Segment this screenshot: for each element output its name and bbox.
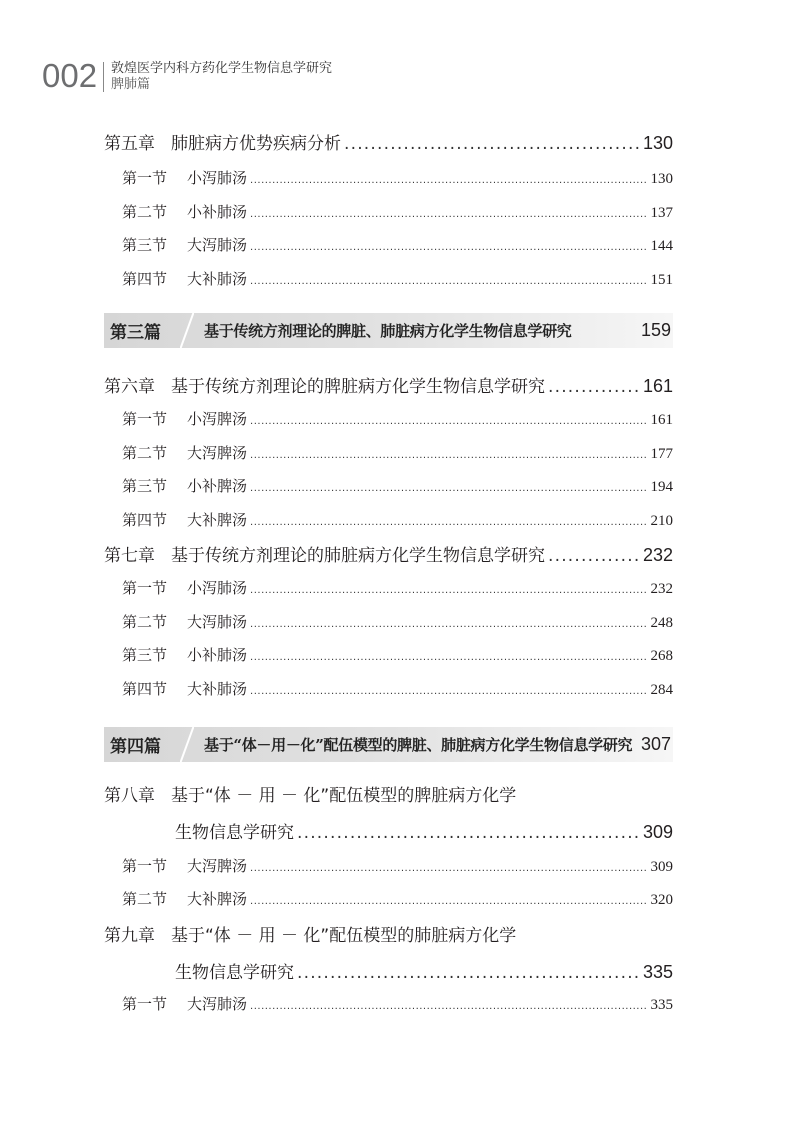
section-label: 第一节 (122, 579, 168, 597)
section-title: 大补脾汤 (187, 511, 248, 529)
toc-chapter-entry[interactable] (104, 129, 673, 154)
section-label: 第三节 (122, 236, 168, 254)
section-page: 161 (650, 412, 673, 428)
section-title: 大泻脾汤 (187, 444, 248, 462)
toc-section-entry[interactable] (122, 167, 673, 188)
part-page: 307 (640, 734, 671, 754)
toc-part-entry[interactable] (104, 313, 673, 348)
section-title: 大泻肺汤 (187, 236, 248, 254)
section-page: 284 (650, 682, 673, 698)
chapter-title-continued: 生物信息学研究 (175, 823, 294, 843)
section-label: 第一节 (122, 410, 168, 428)
toc-section-entry[interactable] (122, 442, 673, 463)
dot-leader (250, 209, 647, 220)
toc-chapter-entry[interactable] (104, 541, 673, 566)
toc-section-entry[interactable] (122, 201, 673, 222)
chapter-title-continued: 生物信息学研究 (175, 963, 294, 983)
dot-leader (297, 823, 640, 843)
dot-leader (250, 1001, 647, 1012)
dot-leader (250, 517, 647, 528)
section-title: 小泻脾汤 (187, 410, 248, 428)
section-label: 第二节 (122, 890, 168, 908)
section-label: 第三节 (122, 646, 168, 664)
toc-section-entry[interactable] (122, 577, 673, 598)
section-label: 第四节 (122, 680, 168, 698)
section-page: 232 (650, 581, 673, 597)
part-title: 基于传统方剂理论的脾脏、肺脏病方化学生物信息学研究 (204, 322, 572, 340)
dot-leader (250, 863, 647, 874)
toc-section-entry[interactable] (122, 644, 673, 665)
dot-leader (250, 450, 647, 461)
chapter-title: 基于“体 － 用 － 化”配伍模型的脾脏病方化学 (171, 786, 517, 806)
toc-section-entry[interactable] (122, 475, 673, 496)
section-title: 大补脾汤 (187, 890, 248, 908)
section-title: 大补肺汤 (187, 680, 248, 698)
dot-leader (250, 896, 647, 907)
toc-section-entry[interactable] (122, 408, 673, 429)
dot-leader (297, 963, 640, 983)
part-label: 第三篇 (110, 323, 161, 343)
section-label: 第二节 (122, 613, 168, 631)
dot-leader (250, 585, 647, 596)
toc-section-entry[interactable] (122, 234, 673, 255)
section-page: 144 (650, 238, 673, 254)
section-page: 268 (650, 648, 673, 664)
chapter-page: 309 (642, 822, 673, 842)
section-page: 137 (650, 205, 673, 221)
toc-section-entry[interactable] (122, 268, 673, 289)
section-title: 小补肺汤 (187, 646, 248, 664)
header-divider (103, 62, 104, 92)
chapter-page: 232 (642, 545, 673, 565)
page-number: 002 (42, 57, 98, 94)
dot-leader (344, 134, 640, 154)
section-title: 大泻肺汤 (187, 613, 248, 631)
chapter-title: 基于“体 － 用 － 化”配伍模型的肺脏病方化学 (171, 926, 517, 946)
section-page: 210 (650, 513, 673, 529)
part-label: 第四篇 (110, 737, 161, 757)
section-label: 第二节 (122, 444, 168, 462)
dot-leader (250, 483, 647, 494)
toc-chapter-entry-continued[interactable] (175, 958, 673, 983)
section-label: 第三节 (122, 477, 168, 495)
volume-title: 脾肺篇 (111, 77, 151, 92)
chapter-label: 第七章 (104, 546, 155, 566)
toc-section-entry[interactable] (122, 509, 673, 530)
section-page: 320 (650, 892, 673, 908)
book-title: 敦煌医学内科方药化学生物信息学研究 (111, 61, 333, 76)
toc-section-entry[interactable] (122, 678, 673, 699)
chapter-title: 基于传统方剂理论的肺脏病方化学生物信息学研究 (171, 546, 545, 566)
chapter-label: 第八章 (104, 786, 155, 806)
dot-leader (250, 175, 647, 186)
toc-section-entry[interactable] (122, 855, 673, 876)
toc-part-entry[interactable] (104, 727, 673, 762)
dot-leader (250, 686, 647, 697)
section-title: 小泻肺汤 (187, 579, 248, 597)
section-label: 第四节 (122, 270, 168, 288)
dot-leader (250, 276, 647, 287)
dot-leader (250, 619, 647, 630)
section-label: 第一节 (122, 857, 168, 875)
section-title: 小补肺汤 (187, 203, 248, 221)
section-page: 309 (650, 859, 673, 875)
section-page: 177 (650, 446, 673, 462)
toc-chapter-entry[interactable] (104, 781, 673, 806)
section-page: 335 (650, 997, 673, 1013)
section-page: 151 (650, 272, 673, 288)
toc-section-entry[interactable] (122, 611, 673, 632)
dot-leader (250, 242, 647, 253)
dot-leader (250, 416, 647, 427)
section-label: 第一节 (122, 995, 168, 1013)
chapter-page: 130 (642, 133, 673, 153)
part-title: 基于“体－用－化”配伍模型的脾脏、肺脏病方化学生物信息学研究 (204, 736, 633, 754)
chapter-page: 335 (642, 962, 673, 982)
section-label: 第二节 (122, 203, 168, 221)
chapter-label: 第六章 (104, 377, 155, 397)
chapter-page: 161 (642, 376, 673, 396)
toc-chapter-entry[interactable] (104, 921, 673, 946)
section-title: 小补脾汤 (187, 477, 248, 495)
toc-chapter-entry[interactable] (104, 372, 673, 397)
toc-section-entry[interactable] (122, 888, 673, 909)
section-label: 第四节 (122, 511, 168, 529)
chapter-label: 第九章 (104, 926, 155, 946)
section-page: 130 (650, 171, 673, 187)
chapter-title: 肺脏病方优势疾病分析 (171, 134, 341, 154)
dot-leader (250, 652, 647, 663)
banner-slash-divider (180, 313, 194, 348)
section-label: 第一节 (122, 169, 168, 187)
section-title: 大泻脾汤 (187, 857, 248, 875)
chapter-label: 第五章 (104, 134, 155, 154)
section-title: 大补肺汤 (187, 270, 248, 288)
toc-section-entry[interactable] (122, 993, 673, 1014)
chapter-title: 基于传统方剂理论的脾脏病方化学生物信息学研究 (171, 377, 545, 397)
section-title: 小泻肺汤 (187, 169, 248, 187)
dot-leader (548, 546, 640, 566)
section-title: 大泻肺汤 (187, 995, 248, 1013)
part-page: 159 (640, 320, 671, 340)
dot-leader (548, 377, 640, 397)
toc-chapter-entry-continued[interactable] (175, 818, 673, 843)
banner-slash-divider (180, 727, 194, 762)
section-page: 248 (650, 615, 673, 631)
section-page: 194 (650, 479, 673, 495)
